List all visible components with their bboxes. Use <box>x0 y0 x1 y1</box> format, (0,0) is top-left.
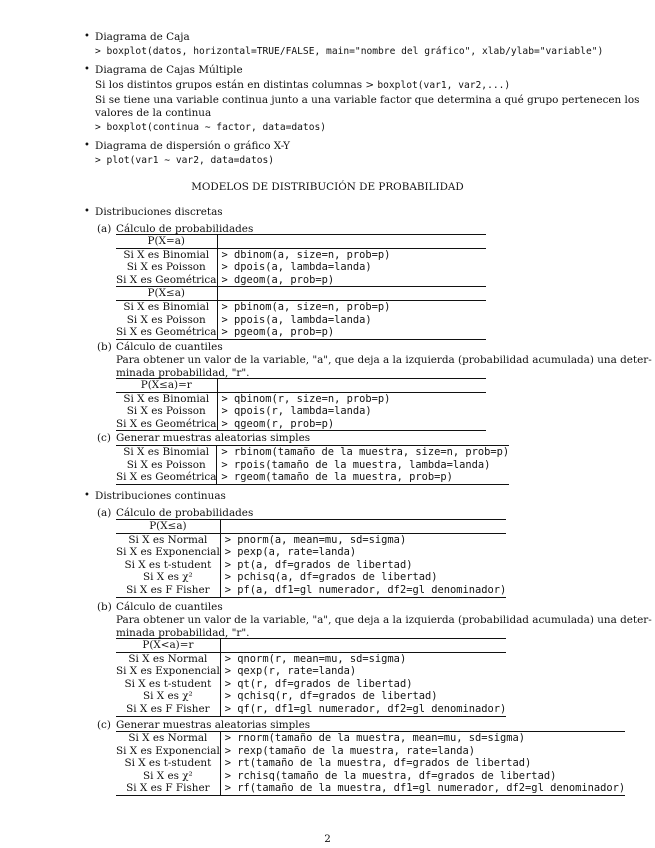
bullet-boxplot-title: Diagrama de Caja <box>95 31 190 43</box>
bullet-marker: • <box>84 140 90 151</box>
table-row: Si X es Poisson > rpois(tamaño de la muestra, lambda=landa) <box>116 459 509 472</box>
bullet-marker: • <box>84 31 90 42</box>
boxplot-command: > boxplot(datos, horizontal=TRUE/FALSE, main="nombre del gráfico", xlab/ylab="variable") <box>95 46 604 57</box>
bullet-scatter-title: Diagrama de dispersión o gráfico X-Y <box>95 140 291 152</box>
bullet-marker: • <box>84 490 90 501</box>
discrete-b-text-2: minada probabilidad, "r". <box>116 367 250 379</box>
bullet-marker: • <box>84 206 90 217</box>
continuous-sample-table <box>116 731 625 796</box>
bullet-multiple-boxplot-title: Diagrama de Cajas Múltiple <box>95 64 243 76</box>
discrete-b-title: Cálculo de cuantiles <box>116 341 223 353</box>
continuous-prob-table <box>116 519 506 598</box>
table-row: Si X es Binomial > qbinom(r, size=n, prob=p) <box>116 392 486 405</box>
scatter-command: > plot(var1 ∼ var2, data=datos) <box>95 155 275 166</box>
table-row: Si X es Binomial > rbinom(tamaño de la muestra, size=n, prob=p) <box>116 446 509 459</box>
continuous-title: Distribuciones continuas <box>95 490 226 502</box>
discrete-a-title: Cálculo de probabilidades <box>116 223 254 235</box>
bullet-marker: • <box>84 64 90 75</box>
table-row: Si X es χ² > qchisq(r, df=grados de libertad) <box>116 690 506 703</box>
discrete-c-label: (c) <box>97 432 111 444</box>
table-row: Si X es Exponencial > rexp(tamaño de la muestra, rate=landa) <box>116 744 476 757</box>
continuous-a-title: Cálculo de probabilidades <box>116 507 254 519</box>
multiple-boxplot-text-2a: Si se tiene una variable continua junto a una variable factor que determina a qué grupo pertenecen los <box>95 94 640 106</box>
table-row: Si X es t-student > pt(a, df=grados de libertad) <box>116 559 506 572</box>
continuous-quantile-table <box>116 638 506 717</box>
discrete-b-text-1: Para obtener un valor de la variable, "a", que deja a la izquierda (probabilidad acumulada) una deter- <box>116 354 652 366</box>
table-row: Si X es χ² > rchisq(tamaño de la muestra, df=grados de libertad) <box>116 770 625 783</box>
multiple-boxplot-text: Si los distintos grupos están en distintas columnas > boxplot(var1, var2,...) <box>95 79 511 91</box>
table-row: Si X es Normal > rnorm(tamaño de la muestra, mean=mu, sd=sigma) <box>116 732 625 745</box>
table-row: Si X es Geométrica > qgeom(r, prob=p) <box>116 418 486 431</box>
discrete-a-label: (a) <box>97 223 112 235</box>
discrete-quantile-table <box>116 378 486 431</box>
table-header-cell: P(X≤a)=r <box>116 379 217 393</box>
continuous-a-label: (a) <box>97 507 112 519</box>
table-row: Si X es Normal > pnorm(a, mean=mu, sd=sigma) <box>116 533 506 546</box>
table-row: Si X es Poisson > ppois(a, lambda=landa) <box>116 314 486 327</box>
table-row: Si X es Exponencial > qexp(r, rate=landa) <box>116 665 357 678</box>
table-row: Si X es Normal > qnorm(r, mean=mu, sd=sigma) <box>116 652 506 665</box>
table-row: Si X es Poisson > qpois(r, lambda=landa) <box>116 405 486 418</box>
table-row: Si X es Binomial > pbinom(a, size=n, prob=p) <box>116 300 486 313</box>
table-header-cell: P(X<a)=r <box>116 639 220 653</box>
table-header-cell: P(X≤a) <box>116 287 217 301</box>
discrete-title: Distribuciones discretas <box>95 206 223 218</box>
multiple-boxplot-text-2b: valores de la continua <box>95 107 212 119</box>
table-row: Si X es t-student > qt(r, df=grados de libertad) <box>116 678 506 691</box>
discrete-sample-table <box>116 445 509 485</box>
continuous-b-title: Cálculo de cuantiles <box>116 601 223 613</box>
continuous-b-text-2: minada probabilidad, "r". <box>116 627 250 639</box>
table-header-cell: P(X=a) <box>116 235 217 249</box>
table-row: Si X es F Fisher > pf(a, df1=gl numerador, df2=gl denominador) <box>116 584 506 597</box>
table-row: Si X es Geométrica > rgeom(tamaño de la muestra, prob=p) <box>116 471 509 484</box>
table-row: Si X es F Fisher > rf(tamaño de la muestra, df1=gl numerador, df2=gl denominador) <box>116 782 625 795</box>
table-row: Si X es Exponencial > pexp(a, rate=landa) <box>116 546 357 559</box>
table-row: Si X es χ² > pchisq(a, df=grados de libertad) <box>116 571 506 584</box>
section-heading: MODELOS DE DISTRIBUCIÓN DE PROBABILIDAD <box>191 181 464 193</box>
continuous-c-title: Generar muestras aleatorias simples <box>116 719 311 731</box>
discrete-prob-table <box>116 234 486 340</box>
table-row: Si X es Poisson > dpois(a, lambda=landa) <box>116 261 486 274</box>
table-row: Si X es Geométrica > pgeom(a, prob=p) <box>116 326 486 339</box>
continuous-c-label: (c) <box>97 719 111 731</box>
continuous-b-label: (b) <box>97 601 112 613</box>
discrete-c-title: Generar muestras aleatorias simples <box>116 432 311 444</box>
page-number: 2 <box>324 833 331 845</box>
discrete-b-label: (b) <box>97 341 112 353</box>
table-row: Si X es Geométrica > dgeom(a, prob=p) <box>116 274 486 287</box>
table-row: Si X es Binomial > dbinom(a, size=n, prob=p) <box>116 248 486 261</box>
table-row: Si X es t-student > rt(tamaño de la muestra, df=grados de libertad) <box>116 757 625 770</box>
multiple-boxplot-command: > boxplot(continua ∼ factor, data=datos) <box>95 122 327 133</box>
table-header-cell: P(X≤a) <box>116 520 220 534</box>
continuous-b-text-1: Para obtener un valor de la variable, "a", que deja a la izquierda (probabilidad acumulada) una deter- <box>116 614 652 626</box>
table-row: Si X es F Fisher > qf(r, df1=gl numerador, df2=gl denominador) <box>116 703 506 716</box>
